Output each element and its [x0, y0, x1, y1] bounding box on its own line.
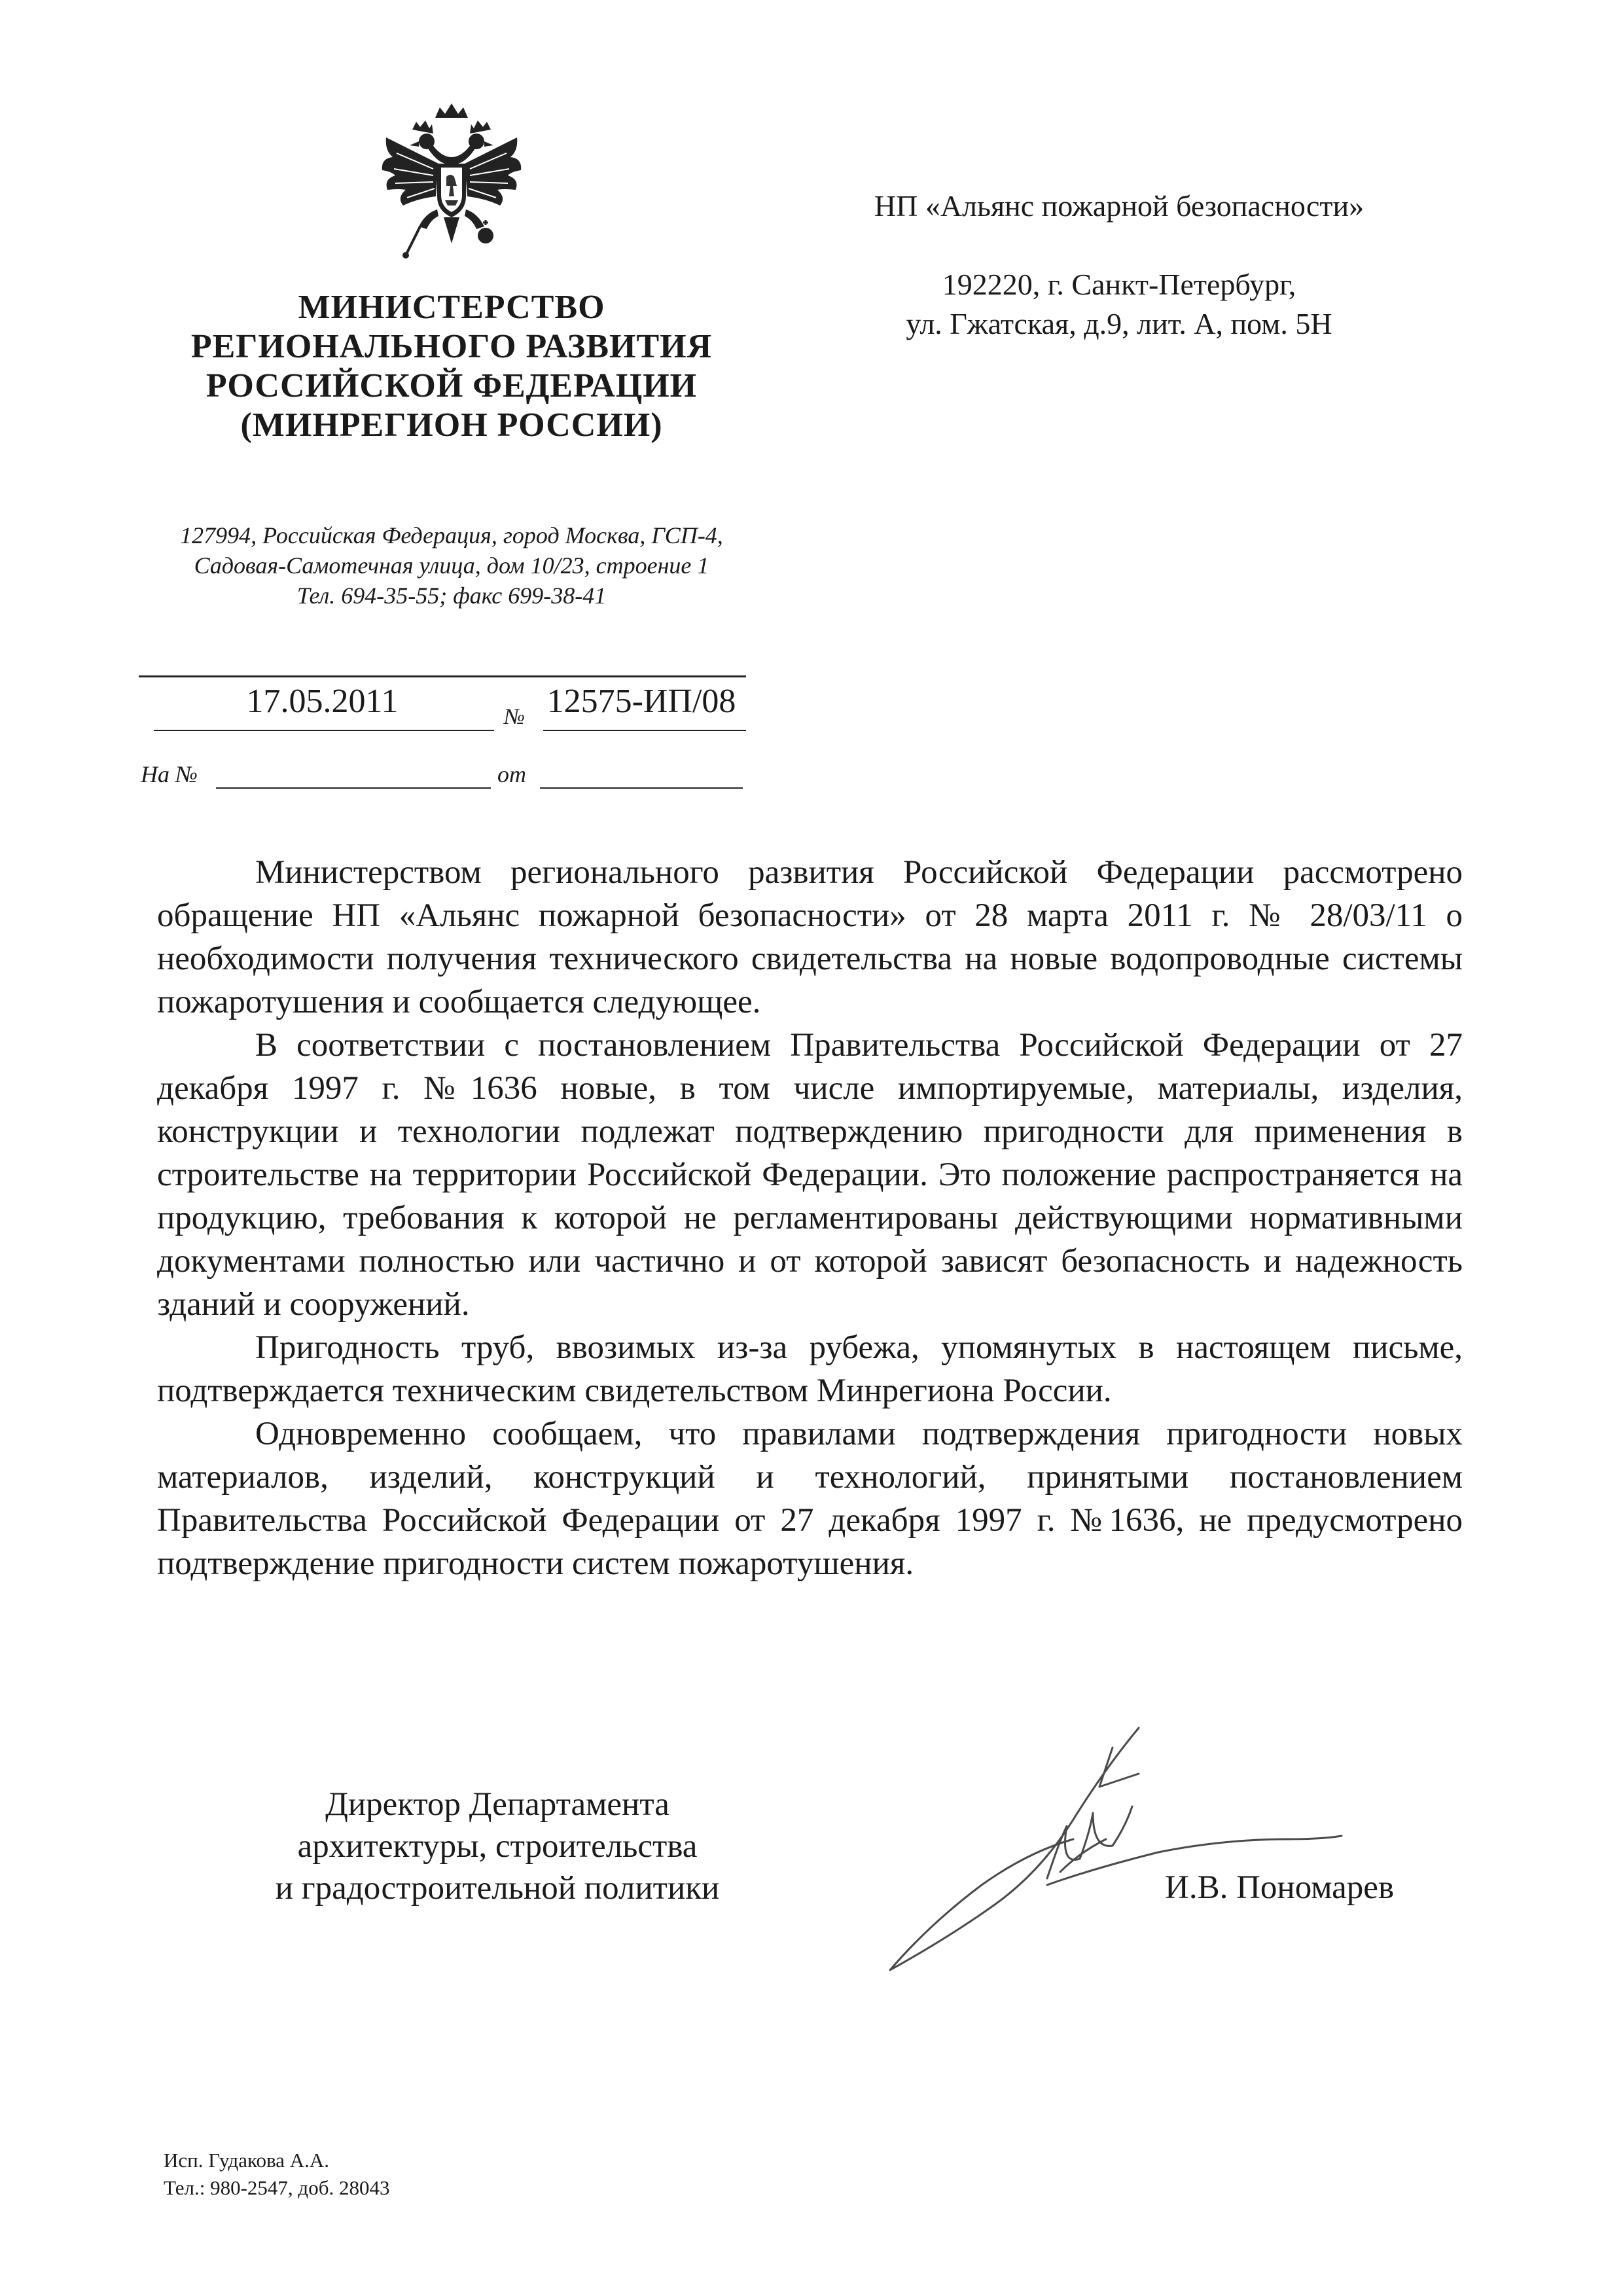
body-paragraph: В соответствии с постановлением Правительства Российской Федерации от 27 декабря 1997 г. №1636 новые, в том числе импортируемые, материалы, изделия, конструкции и технологии подлежат подтверждению пригодности для применения в строительстве на территории Российской Федерации. Это положение распространяется на продукцию, требования к которой не регламентированы действующими нормативными документами полностью или частично и от которой зависят безопасность и надежность зданий и сооружений. — [157, 1027, 1463, 1323]
ministry-phone-fax: Тел. 694-35-55; факс 699-38-41 — [296, 583, 607, 609]
ministry-name-line: РОССИЙСКОЙ ФЕДЕРАЦИИ — [205, 367, 698, 404]
reply-from-date-blank — [540, 787, 743, 789]
signatory-title-line: архитектуры, строительства — [297, 1828, 698, 1865]
ministry-name-line: МИНИСТЕРСТВО — [298, 289, 605, 326]
executor-info — [164, 2147, 389, 2202]
recipient-address — [772, 265, 1466, 344]
letter-body — [157, 851, 1463, 1585]
letter-number: 12575-ИП/08 — [546, 683, 736, 720]
recipient-address-line: 192220, г. Санкт-Петербург, — [942, 268, 1296, 301]
ministry-name-line: (МИНРЕГИОН РОССИИ) — [240, 406, 663, 444]
letter-number-underline — [543, 730, 746, 731]
letter-date-underline — [154, 730, 494, 731]
ministry-address-line: Садовая-Самотечная улица, дом 10/23, строение 1 — [194, 552, 709, 579]
executor-name: Исп. Гудакова А.А. — [164, 2149, 330, 2172]
reply-from-label: от — [497, 761, 526, 787]
signatory-title-line: и градостроительной политики — [275, 1870, 720, 1907]
recipient-block — [772, 187, 1466, 344]
body-paragraph: Министерством регионального развития Российской Федерации рассмотрено обращение НП «Альянс пожарной безопасности» от 28 марта 2011 г. № 28/03/11 о необходимости получения технического свидетельства на новые водопроводные системы пожаротушения и сообщается следующее. — [157, 854, 1463, 1020]
signatory-title — [209, 1784, 785, 1909]
recipient-name: НП «Альянс пожарной безопасности» — [874, 189, 1364, 223]
ministry-address-line: 127994, Российская Федерация, город Москва, ГСП-4, — [180, 522, 723, 548]
executor-phone: Тел.: 980-2547, доб. 28043 — [164, 2176, 390, 2199]
registration-top-rule — [139, 675, 746, 677]
signatory-name: И.В. Пономарев — [1165, 1869, 1395, 1906]
number-sign: № — [504, 705, 526, 729]
handwritten-signature — [831, 1708, 1348, 1983]
body-paragraph: Пригодность труб, ввозимых из-за рубежа, упомянутых в настоящем письме, подтверждается техническим свидетельством Минрегиона России. — [157, 1329, 1463, 1409]
body-paragraph: Одновременно сообщаем, что правилами подтверждения пригодности новых материалов, изделий, конструкций и технологий, принятыми постановлением Правительства Российской Федерации от 27 декабря 1997 г. №1636, не предусмотрено подтверждение пригодности систем пожаротушения. — [157, 1416, 1463, 1582]
signatory-title-line: Директор Департамента — [325, 1786, 669, 1823]
reply-to-number-blank — [216, 787, 491, 789]
ministry-address — [105, 520, 798, 611]
reply-to-label: На № — [141, 761, 198, 787]
ministry-name-line: РЕГИОНАЛЬНОГО РАЗВИТИЯ — [190, 328, 713, 365]
letter-date: 17.05.2011 — [246, 683, 399, 720]
recipient-address-line: ул. Гжатская, д.9, лит. А, пом. 5Н — [906, 307, 1332, 340]
ministry-name — [118, 288, 785, 445]
coat-of-arms-emblem — [373, 98, 530, 262]
